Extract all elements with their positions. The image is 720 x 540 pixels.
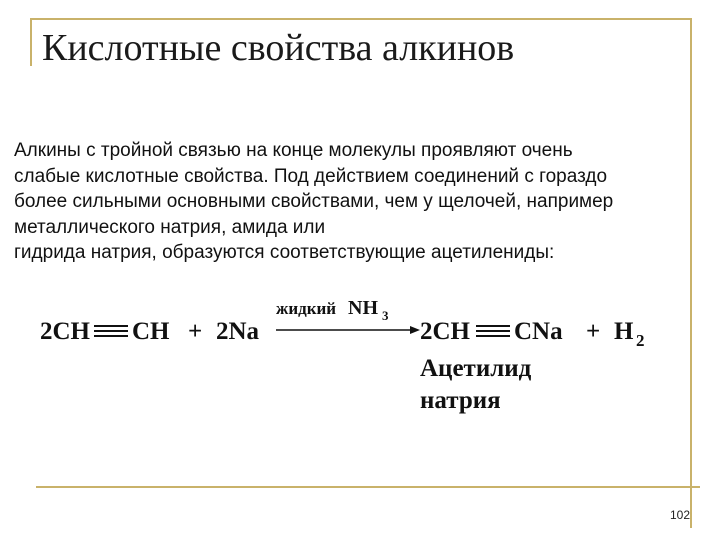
reactant-acetylene-left: 2CH [40, 318, 90, 345]
body-line: Алкины с тройной связью на конце молекулы проявляют очень [14, 140, 573, 161]
reactant-sodium: 2Na [216, 318, 260, 345]
product-name-line2: натрия [420, 387, 501, 414]
reaction-arrow-icon [276, 326, 420, 334]
body-line: гидрида натрия, образуются соответствующие ацетилениды: [14, 242, 555, 263]
body-paragraph [14, 138, 714, 266]
product-hydrogen: H [614, 318, 634, 345]
triple-bond-icon [94, 326, 128, 336]
product-hydrogen-subscript: 2 [636, 331, 645, 350]
page-number: 102 [669, 508, 690, 522]
reaction-equation [36, 294, 676, 424]
decorative-left-line [30, 18, 32, 66]
plus-sign: + [586, 318, 601, 345]
product-acetylide-left: 2CH [420, 318, 470, 345]
product-acetylide-right: CNa [514, 318, 563, 345]
decorative-right-line [690, 18, 692, 528]
triple-bond-icon [476, 326, 510, 336]
plus-sign: + [188, 318, 203, 345]
body-line: металлического натрия, амида или [14, 216, 326, 238]
body-line: слабые кислотные свойства. Под действием соединений с гораздо [14, 165, 608, 187]
body-line: более сильными основными свойствами, чем у щелочей, например [14, 191, 614, 212]
condition-formula: NH [348, 297, 378, 319]
reactant-acetylene-right: CH [132, 318, 170, 345]
slide-title: Кислотные свойства алкинов [42, 27, 515, 69]
decorative-top-line [30, 18, 692, 20]
product-name-line1: Ацетилид [420, 355, 532, 382]
condition-label: жидкий [276, 299, 337, 318]
decorative-bottom-line [36, 486, 700, 488]
condition-subscript: 3 [382, 308, 389, 323]
